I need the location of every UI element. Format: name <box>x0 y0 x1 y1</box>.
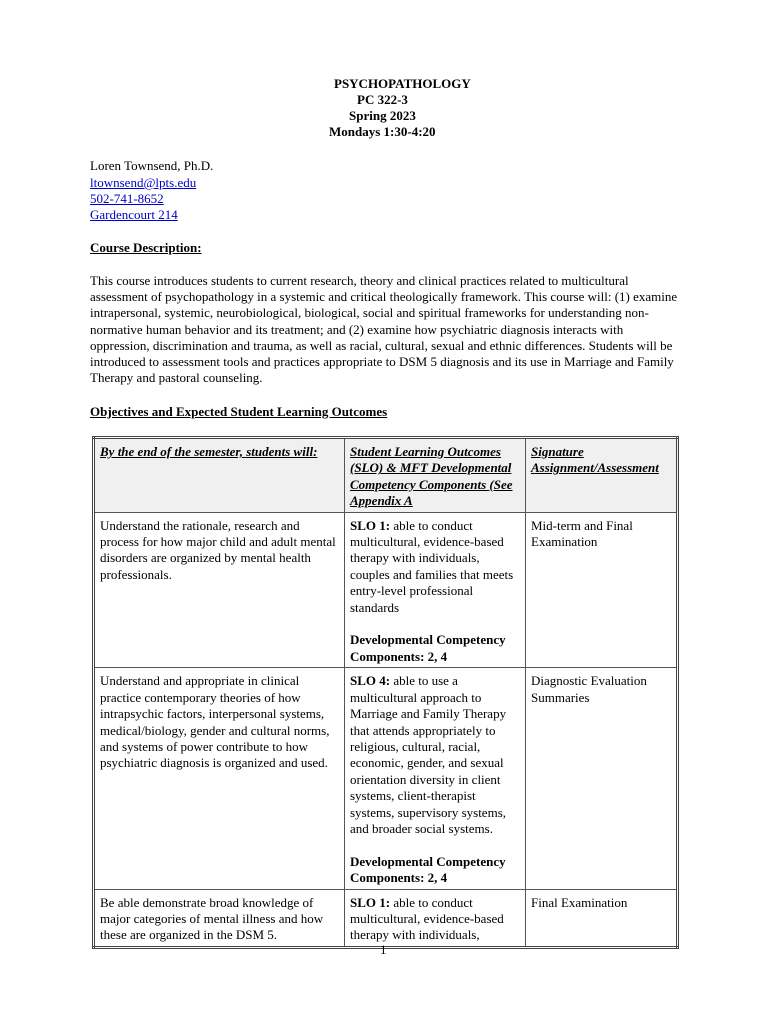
slo-cell <box>345 889 526 947</box>
slo-label: SLO 1: <box>350 894 391 910</box>
course-code: PC 322-3 <box>357 92 408 107</box>
objective-cell: Understand and appropriate in clinical practice contemporary theories of how intrapsychic factors, interpersonal systems, medical/biology, gender and cultural norms, and systems of power contribute to how psychiatric diagnosis is organized and used. <box>94 668 345 889</box>
description-text: This course introduces students to current research, theory and clinical practices related to multicultural assessment of psychopathology in a systemic and critical theologically framework. This course will: (1) examine intrapersonal, systemic, neurobiological, biological, social and spiritual frameworks for understanding non-normative human behavior and its treatment; and (2) examine how psychiatric diagnosis interacts with oppression, discrimination and trauma, as well as racial, cultural, sexual and ethnic differences. Students will be introduced to assessment tools and practices appropriate to DSM 5 diagnosis and its use in Marriage and Family Therapy and pastoral counseling. <box>90 273 678 386</box>
table-header-row <box>94 438 678 513</box>
slo-text: able to conduct multicultural, evidence-based therapy with individuals, <box>350 894 504 943</box>
course-term: Spring 2023 <box>349 108 416 123</box>
slo-text: able to use a multicultural approach to Marriage and Family Therapy that attends appropriately to religious, cultural, racial, economic, gender, and sexual orientation diversity in client systems, client-therapist systems, supervisory systems, and broader social systems. <box>350 673 507 836</box>
competency-text: Developmental Competency Components: 2, 4 <box>350 632 506 664</box>
objectives-table <box>92 436 679 949</box>
slo-label: SLO 1: <box>350 517 391 533</box>
assessment-cell: Final Examination <box>526 889 678 947</box>
column-header-objectives: By the end of the semester, students will: <box>94 438 345 513</box>
description-heading: Course Description: <box>90 240 202 255</box>
objective-cell: Understand the rationale, research and process for how major child and adult mental disorders are organized by mental health professionals. <box>94 512 345 668</box>
instructor-office-link[interactable]: Gardencourt 214 <box>90 207 178 222</box>
table-row <box>94 668 678 889</box>
assessment-cell: Diagnostic Evaluation Summaries <box>526 668 678 889</box>
instructor-email-link[interactable]: ltownsend@lpts.edu <box>90 175 197 190</box>
column-header-slo: Student Learning Outcomes (SLO) & MFT Developmental Competency Components (See Appendix A <box>345 438 526 513</box>
objectives-heading: Objectives and Expected Student Learning Outcomes <box>90 404 388 419</box>
instructor-name: Loren Townsend, Ph.D. <box>90 158 214 173</box>
instructor-phone-link[interactable]: 502-741-8652 <box>90 191 164 206</box>
course-time: Mondays 1:30-4:20 <box>329 124 436 139</box>
assessment-cell: Mid-term and Final Examination <box>526 512 678 668</box>
slo-label: SLO 4: <box>350 673 391 689</box>
competency-text: Developmental Competency Components: 2, 4 <box>350 853 506 886</box>
slo-cell <box>345 668 526 889</box>
slo-cell <box>345 512 526 668</box>
course-title: PSYCHOPATHOLOGY <box>334 76 471 91</box>
objective-cell: Be able demonstrate broad knowledge of major categories of mental illness and how these are organized in the DSM 5. <box>94 889 345 947</box>
table-row <box>94 889 678 947</box>
slo-text: able to conduct multicultural, evidence-based therapy with individuals, couples and families that meets entry-level professional standards <box>350 517 514 615</box>
table-row <box>94 512 678 668</box>
page-number: 1 <box>380 942 387 957</box>
column-header-assessment: Signature Assignment/Assessment <box>526 438 678 513</box>
